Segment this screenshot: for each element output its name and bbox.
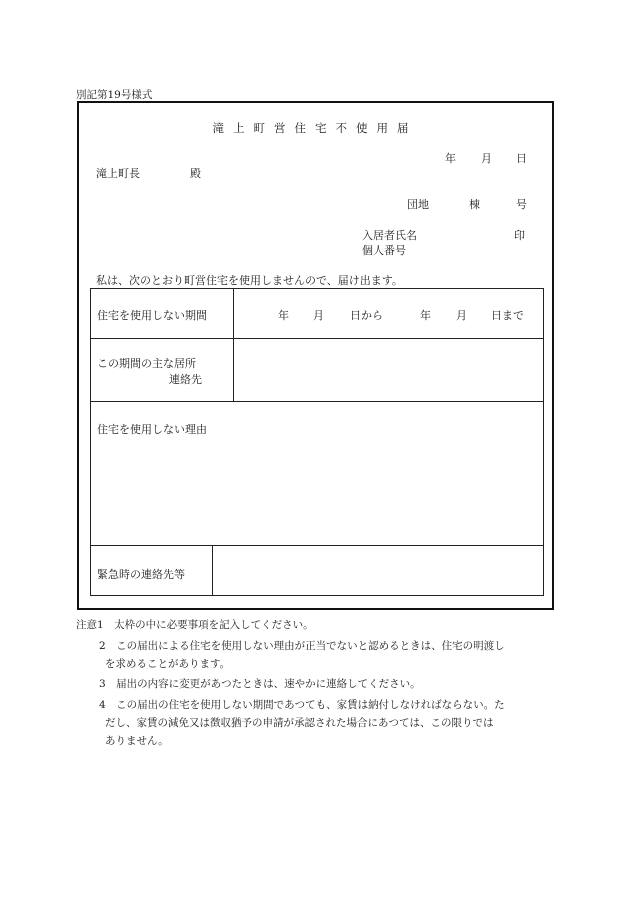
note-2-cont: を求めることがあります。 [105, 658, 231, 670]
column-divider [212, 545, 213, 596]
period-from: 日から [350, 309, 383, 322]
form-number: 別記第19号様式 [76, 89, 153, 101]
address-danchi-label: 団地 [407, 198, 429, 211]
row-divider [91, 338, 543, 339]
period-year-1: 年 [278, 309, 289, 322]
contact-label: 連絡先 [169, 373, 202, 386]
address-building-label: 棟 [469, 198, 480, 211]
addressee-honorific: 殿 [190, 167, 201, 180]
form-title: 滝上町営住宅不使用届 [212, 121, 418, 135]
note-4-cont-2: ありません。 [105, 735, 169, 747]
reason-label: 住宅を使用しない理由 [97, 423, 207, 436]
emergency-contact-label: 緊急時の連絡先等 [97, 568, 185, 581]
residence-label: この期間の主な居所 [97, 357, 196, 370]
row-divider [91, 545, 543, 546]
row-divider [91, 401, 543, 402]
address-number-label: 号 [516, 198, 527, 211]
period-until: 日まで [491, 309, 524, 322]
date-month-label: 月 [481, 152, 492, 165]
seal-label: 印 [514, 229, 525, 242]
note-2: 2 この届出による住宅を使用しない理由が正当でないと認めるときは、住宅の明渡し [99, 640, 505, 652]
note-4-cont-1: だし、家賃の減免又は徴収猶予の申請が承認された場合にあつては、この限りでは [105, 717, 494, 729]
application-table [90, 288, 544, 596]
period-month-1: 月 [313, 309, 324, 322]
note-1: 注意1 太枠の中に必要事項を記入してください。 [76, 619, 314, 631]
declaration-text: 私は、次のとおり町営住宅を使用しませんので、届け出ます。 [96, 274, 403, 287]
period-month-2: 月 [456, 309, 467, 322]
date-day-label: 日 [516, 152, 527, 165]
resident-name-label: 入居者氏名 [362, 229, 417, 242]
period-label: 住宅を使用しない期間 [97, 309, 207, 322]
note-3: 3 届出の内容に変更があつたときは、速やかに連絡してください。 [99, 678, 421, 690]
date-year-label: 年 [445, 152, 456, 165]
addressee-name: 滝上町長 [96, 167, 140, 180]
column-divider [233, 289, 234, 401]
note-4: 4 この届出の住宅を使用しない期間であつても、家賃は納付しなければならない。た [99, 699, 505, 711]
period-year-2: 年 [420, 309, 431, 322]
personal-number-label: 個人番号 [362, 244, 406, 257]
